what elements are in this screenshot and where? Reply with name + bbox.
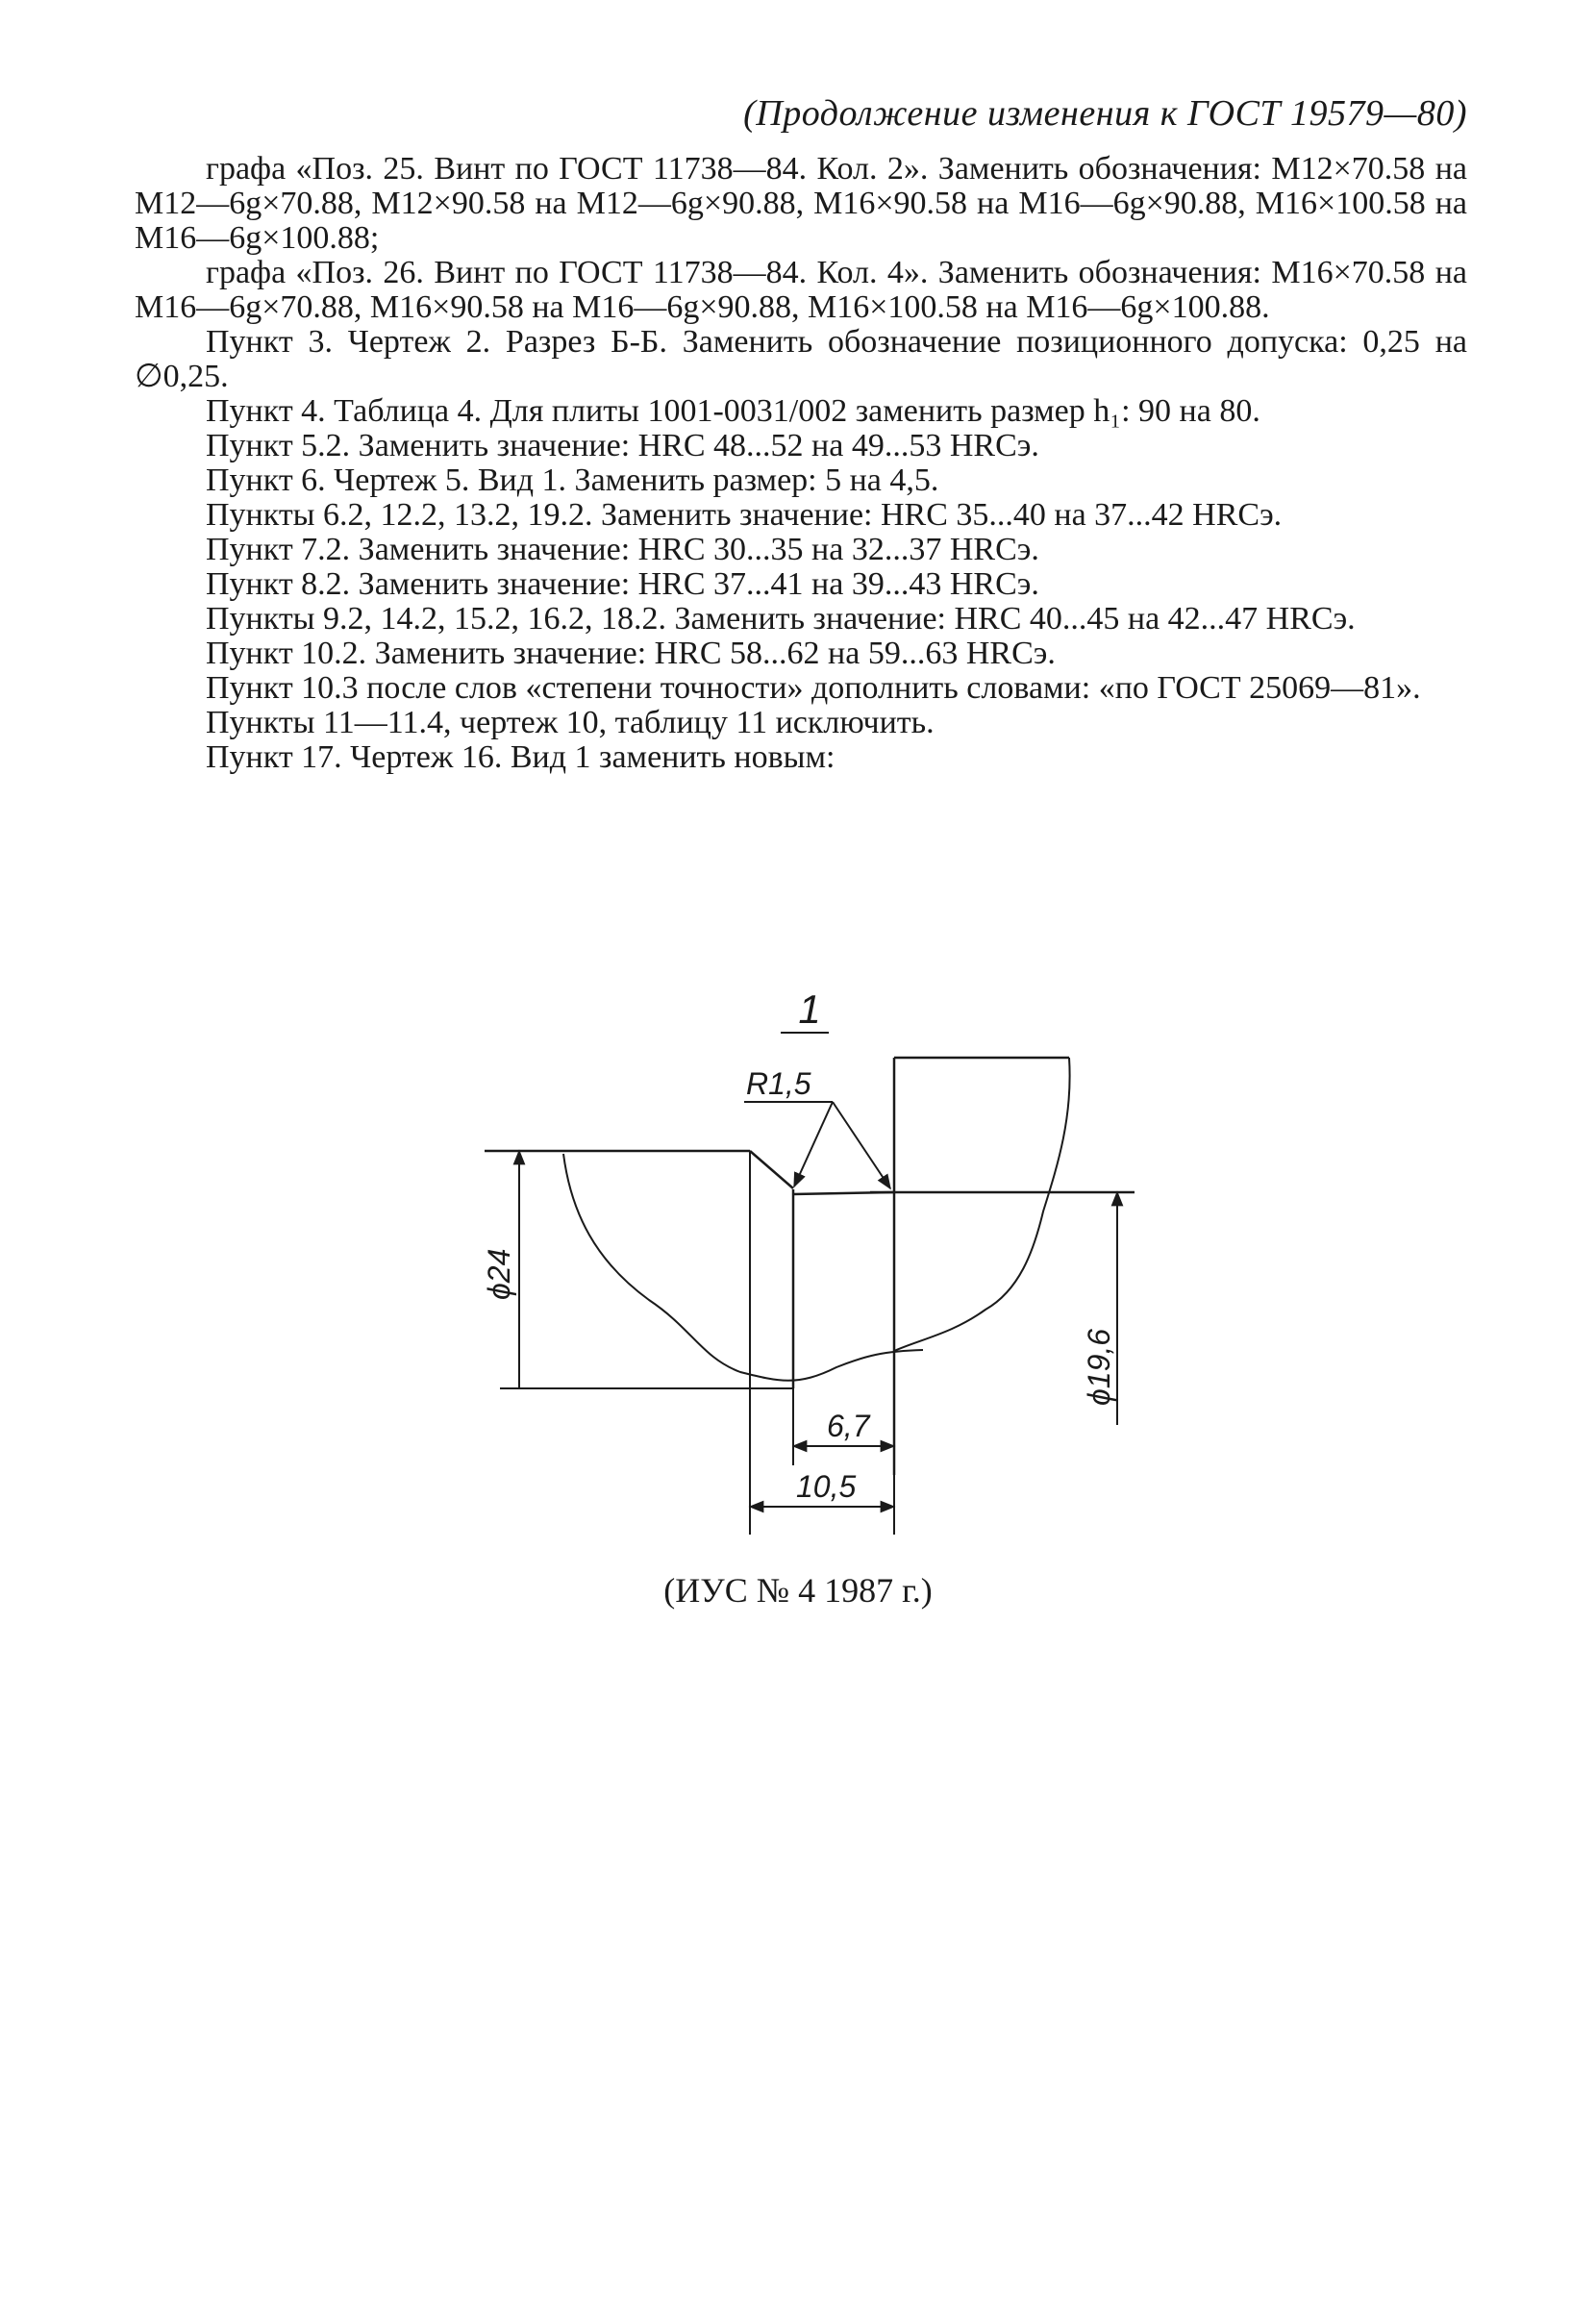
paragraph-item: Пункт 3. Чертеж 2. Разрез Б-Б. Заменить обозначение позиционного допуска: 0,25 на ∅0,25. [135, 324, 1467, 394]
view-label: 1 [798, 987, 821, 1032]
dia-left-label: ϕ24 [482, 1248, 516, 1300]
break-lines [563, 1058, 1070, 1381]
paragraph-item: Пункты 9.2, 14.2, 15.2, 16.2, 18.2. Заменить значение: HRC 40...45 на 42...47 HRCэ. [206, 601, 1356, 637]
dim-small-label: 6,7 [827, 1409, 870, 1443]
paragraph-item: Пункты 11—11.4, чертеж 10, таблицу 11 исключить. [206, 705, 935, 740]
dia-right-label: ϕ19,6 [1082, 1328, 1116, 1406]
dim-large-label: 10,5 [796, 1469, 857, 1504]
source-caption: (ИУС № 4 1987 г.) [663, 1571, 933, 1610]
paragraph-item: Пункт 10.2. Заменить значение: HRC 58...62 на 59...63 HRCэ. [206, 636, 1056, 671]
paragraph-item: Пункт 4. Таблица 4. Для плиты 1001-0031/002 заменить размер h₁: 90 на 80. [206, 393, 1260, 429]
radius-leader [744, 1102, 890, 1188]
amendment-text [135, 152, 1467, 775]
radius-label: R1,5 [746, 1066, 811, 1101]
paragraph-item: графа «Поз. 26. Винт по ГОСТ 11738—84. Кол. 4». Заменить обозначения: М16×70.58 на М16—6g×70.88, М16×90.58 на М16—6g×90.88, М16×100.58 на М16—6g×100.88. [135, 255, 1467, 325]
part-outline [485, 1058, 1135, 1475]
paragraph-item: Пункт 17. Чертеж 16. Вид 1 заменить новым: [206, 739, 835, 775]
paragraph-item: Пункт 7.2. Заменить значение: HRC 30...35 на 32...37 HRCэ. [206, 532, 1039, 567]
technical-drawing-view-1 [471, 973, 1144, 1550]
paragraph-item: Пункт 5.2. Заменить значение: HRC 48...52 на 49...53 HRCэ. [206, 428, 1039, 463]
continuation-header: (Продолжение изменения к ГОСТ 19579—80) [743, 93, 1467, 134]
paragraph-item: Пункт 10.3 после слов «степени точности» дополнить словами: «по ГОСТ 25069—81». [206, 670, 1421, 706]
paragraph-item: графа «Поз. 25. Винт по ГОСТ 11738—84. Кол. 2». Заменить обозначения: М12×70.58 на М12—6g×70.88, М12×90.58 на М12—6g×90.88, М16×90.58 на М16—6g×90.88, М16×100.58 на М16—6g×100.88; [135, 151, 1467, 256]
paragraph-item: Пункт 8.2. Заменить значение: HRC 37...41 на 39...43 HRCэ. [206, 566, 1039, 602]
paragraph-item: Пункты 6.2, 12.2, 13.2, 19.2. Заменить значение: HRC 35...40 на 37...42 HRCэ. [206, 497, 1283, 533]
paragraph-item: Пункт 6. Чертеж 5. Вид 1. Заменить размер: 5 на 4,5. [206, 462, 939, 498]
